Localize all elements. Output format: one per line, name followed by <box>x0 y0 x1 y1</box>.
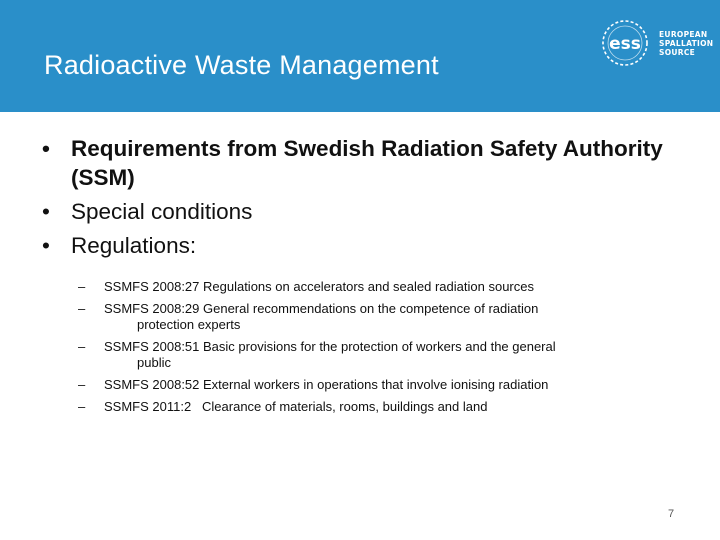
sub-bullet-item <box>78 279 678 295</box>
bullet-dot: • <box>42 233 50 258</box>
logo-line: SOURCE <box>659 48 696 57</box>
dash-marker: – <box>78 301 86 316</box>
bullet-dot: • <box>42 199 50 224</box>
sub-bullet-text: SSMFS 2008:27 Regulations on accelerators and sealed radiation sources <box>104 279 534 294</box>
slide-title: Radioactive Waste Management <box>44 50 439 80</box>
bullet-dot: • <box>42 136 50 161</box>
dash-marker: – <box>78 399 86 414</box>
bullet-text: Requirements from Swedish Radiation Safety Authority (SSM) <box>71 136 663 190</box>
bullet-text: Regulations: <box>71 233 197 258</box>
sub-bullet-text: SSMFS 2008:29 General recommendations on the competence of radiation <box>104 301 539 316</box>
logo-text <box>659 30 713 57</box>
page-number: 7 <box>668 508 675 520</box>
sub-bullet-item <box>78 399 678 415</box>
sub-bullet-continuation: protection experts <box>137 317 241 332</box>
logo-line: EUROPEAN <box>659 30 708 39</box>
bullet-item <box>42 231 692 260</box>
sub-bullet-text: SSMFS 2008:51 Basic provisions for the protection of workers and the general <box>104 339 556 354</box>
sub-bullet-item <box>78 301 678 333</box>
ess-logo <box>597 18 712 70</box>
dash-marker: – <box>78 339 86 354</box>
logo-line: SPALLATION <box>659 39 714 48</box>
sub-bullet-item <box>78 377 678 393</box>
ess-logo-icon <box>597 18 657 70</box>
dash-marker: – <box>78 377 86 392</box>
bullet-item <box>42 134 692 192</box>
sub-bullet-continuation: public <box>137 355 171 370</box>
dash-marker: – <box>78 279 86 294</box>
bullet-text: Special conditions <box>71 199 253 224</box>
sub-bullet-text: SSMFS 2008:52 External workers in operations that involve ionising radiation <box>104 377 549 392</box>
bullet-item <box>42 197 692 226</box>
sub-bullet-text: SSMFS 2011:2 Clearance of materials, rooms, buildings and land <box>104 399 488 414</box>
main-bullet-list <box>42 134 692 265</box>
slide-header <box>0 0 720 112</box>
regulations-sub-list <box>78 279 678 421</box>
logo-mark: ess <box>609 34 641 54</box>
sub-bullet-item <box>78 339 678 371</box>
